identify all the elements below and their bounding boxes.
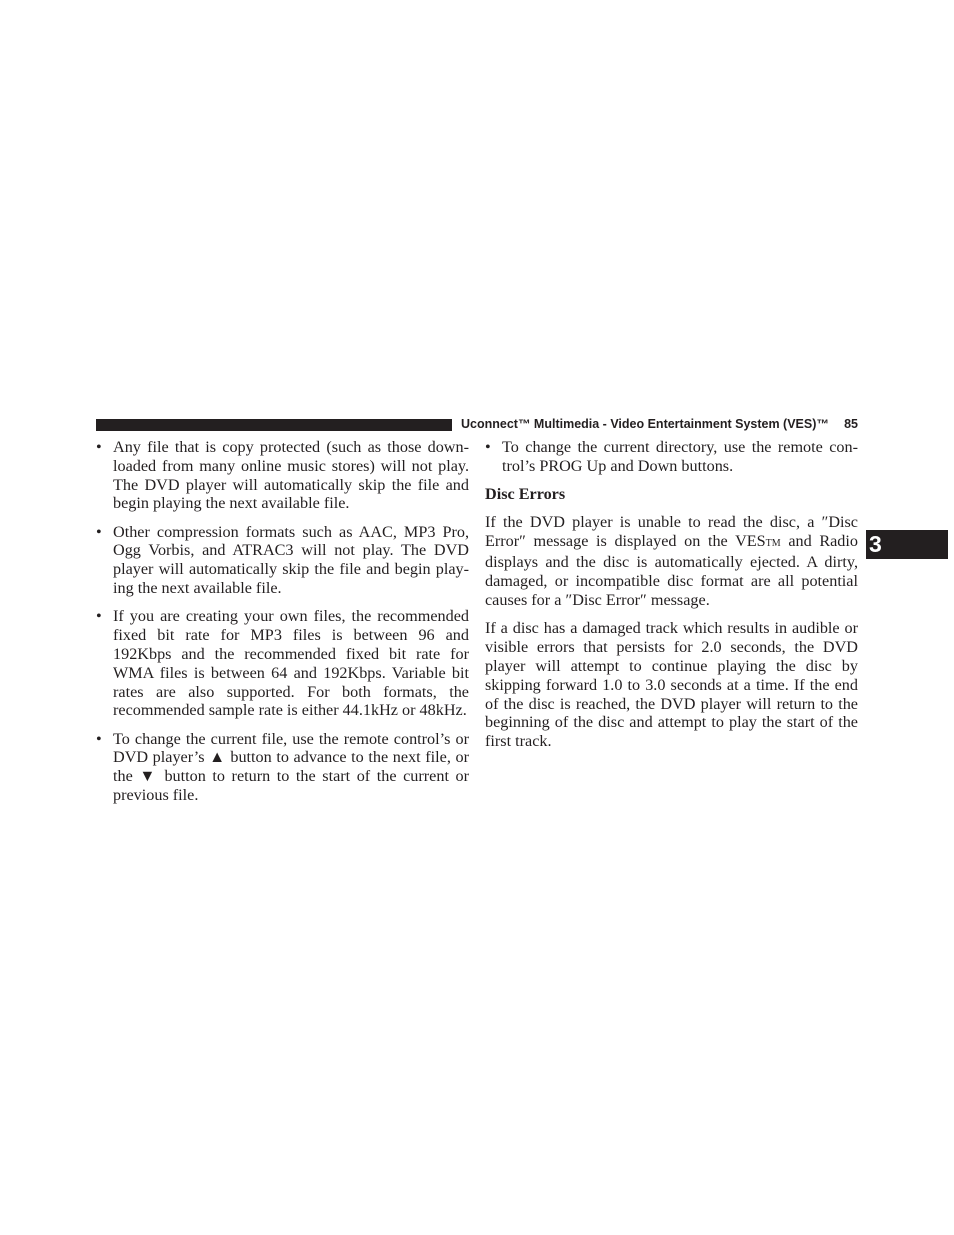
list-item-text: To change the current file, use the remote control’s or DVD player’s ▲ button to advance to the next file, or the ▼ button to return to the start of the current or previous file. (113, 729, 469, 805)
bullet-icon: • (96, 607, 102, 626)
list-item (96, 730, 469, 805)
list-item (96, 438, 469, 513)
paragraph-text: If the DVD player is unable to read the disc, a ″Disc Error″ message is displayed on the VES (485, 512, 858, 550)
list-item-text: Other compression formats such as AAC, MP3 Pro, Ogg Vorbis, and ATRAC3 will not play. The DVD player will automatically skip the file and begin play-ing the next available file. (113, 522, 469, 598)
left-column (96, 438, 469, 814)
paragraph (485, 513, 858, 610)
list-item-text: If you are creating your own files, the recommended fixed bit rate for MP3 files is between 96 and 192Kbps and the recommended fixed bit rate for WMA files is between 64 and 192Kbps. Variable bit rates are also supported. For both formats, the recommended sample rate is either 44.1kHz or 48kHz. (113, 607, 469, 720)
chapter-tab: 3 (866, 530, 948, 559)
list-item (485, 438, 858, 476)
page-number: 85 (844, 417, 858, 431)
bullet-icon: • (96, 522, 102, 541)
paragraph: If a disc has a damaged track which results in audible or visible errors that persists for 2.0 seconds, the DVD player will attempt to continue playing the disc by skipping forward 1.0 to 3.0 seconds at a time. If the end of the disc is reached, the DVD player will return to the beginning of the disc and attempt to play the start of the first track. (485, 619, 858, 751)
list-item-text: To change the current directory, use the remote con-trol’s PROG Up and Down buttons. (502, 438, 858, 475)
header-rule (96, 419, 452, 431)
bullet-icon: • (96, 438, 102, 456)
trademark-mark: TM (765, 537, 781, 549)
right-column (485, 438, 858, 760)
list-item (96, 607, 469, 720)
list-item (96, 523, 469, 598)
paragraph-text: and Radio displays and the disc is automatically ejected. A dirty, damaged, or incompatible disc format are all potential causes for a ″Disc Error″ message. (485, 531, 858, 610)
bullet-icon: • (96, 729, 102, 748)
section-heading: Disc Errors (485, 485, 566, 504)
running-header (461, 416, 858, 432)
list-item-text: Any file that is copy protected (such as those down-loaded from many online music stores) will not play. The DVD player will automatically skip the file and begin playing the next available file. (113, 438, 469, 513)
bullet-icon: • (485, 438, 491, 456)
header-title: Uconnect™ Multimedia - Video Entertainment System (VES)™ (461, 417, 829, 431)
